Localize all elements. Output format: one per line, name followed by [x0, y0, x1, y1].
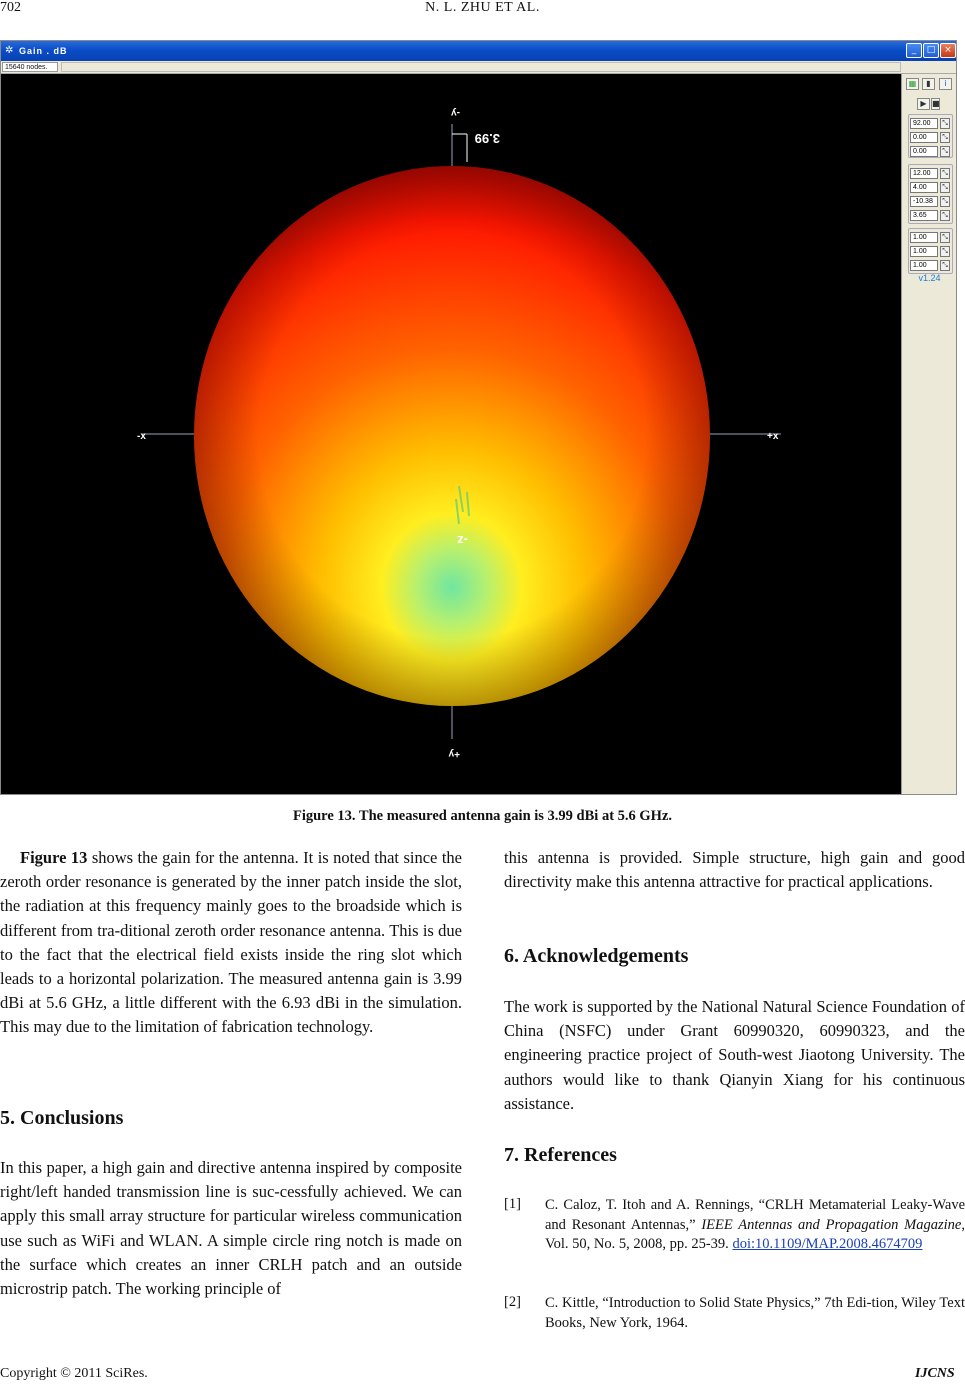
close-icon[interactable]: ×	[940, 43, 956, 58]
bottom-strip-green	[1, 794, 71, 795]
window-statusbar	[1, 61, 957, 74]
control-panel	[901, 74, 957, 794]
spin-view-2[interactable]: ⤡	[940, 132, 950, 143]
reference-1	[545, 1196, 965, 1255]
spin-range-1[interactable]: ⤡	[940, 168, 950, 179]
reference-1-details: , Vol. 50, No. 5, 2008, pp. 25-39.	[545, 1216, 965, 1252]
reference-1-authors-title: C. Caloz, T. Itoh and A. Rennings, “CRLH Metamaterial Leaky-Wave and Resonant Antennas,”	[545, 1197, 965, 1233]
figure-screenshot-window	[0, 40, 957, 795]
field-range-3[interactable]: -10.38	[910, 196, 938, 207]
paragraph-conclusions: In this paper, a high gain and directive antenna inspired by composite right/left handed transmission line is suc-cessfully achieved. We can apply this small array structure for particular wireless communication use such as WiFi and WLAN. A simple circle ring notch is made on the surface which creates an inner CRLH patch and an outside microstrip patch. The working principle of	[0, 1158, 462, 1299]
axis-label-plus-y: +y	[448, 748, 460, 759]
play-icon[interactable]: ▶	[917, 98, 930, 110]
spin-range-2[interactable]: ⤡	[940, 182, 950, 193]
field-scale-2[interactable]: 1.00	[910, 246, 938, 257]
minimize-icon[interactable]: _	[906, 43, 922, 58]
page-number: 702	[0, 0, 21, 15]
window-titlebar	[1, 41, 957, 61]
axis-label-minus-y: -y	[451, 107, 460, 118]
gain-sphere-shading	[194, 166, 710, 706]
reference-2: C. Kittle, “Introduction to Solid State Physics,” 7th Edi-tion, Wiley Text Books, New York, 1964.	[545, 1295, 965, 1331]
version-label: v1.24	[918, 273, 941, 283]
paragraph-continued: this antenna is provided. Simple structure, high gain and good directivity make this antenna attractive for practical applications.	[504, 848, 965, 892]
bars-icon[interactable]: ▮	[922, 78, 935, 90]
radiation-pattern-plot[interactable]	[1, 74, 901, 794]
axis-label-plus-x: +x	[767, 431, 779, 442]
figure-reference[interactable]: Figure 13	[20, 848, 88, 867]
spin-range-3[interactable]: ⤡	[940, 196, 950, 207]
footer-journal: IJCNS	[915, 1366, 955, 1381]
reference-number-1: [1]	[504, 1196, 521, 1212]
field-view-2[interactable]: 0.00	[910, 132, 938, 143]
stop-icon[interactable]: ■	[932, 99, 940, 108]
section-heading-acknowledgements: 6. Acknowledgements	[504, 945, 689, 967]
field-scale-1[interactable]: 1.00	[910, 232, 938, 243]
section-heading-conclusions: 5. Conclusions	[0, 1107, 124, 1129]
reference-1-journal: IEEE Antennas and Propagation Magazine	[701, 1216, 962, 1233]
footer-copyright: Copyright © 2011 SciRes.	[0, 1366, 148, 1381]
running-head: N. L. ZHU ET AL.	[425, 0, 540, 15]
field-view-1[interactable]: 92.00	[910, 118, 938, 129]
status-field-empty	[61, 62, 901, 72]
figure-caption: Figure 13. The measured antenna gain is 3.99 dBi at 5.6 GHz.	[292, 808, 673, 824]
node-count-status: 15640 nodes.	[2, 62, 58, 72]
paragraph-acknowledgements: The work is supported by the National Natural Science Foundation of China (NSFC) under Grant 60990320, 60990323, and the engineering practice project of South-west Jiaotong University. The authors would like to thank Qianyin Xiang for his continuous assistance.	[504, 997, 965, 1113]
bottom-strip	[1, 794, 957, 795]
app-gear-icon: ✲	[5, 45, 14, 56]
reference-number-2: [2]	[504, 1294, 521, 1310]
section-heading-references: 7. References	[504, 1144, 617, 1166]
field-view-3[interactable]: 0.00	[910, 146, 938, 157]
field-range-1[interactable]: 12.00	[910, 168, 938, 179]
field-scale-3[interactable]: 1.00	[910, 260, 938, 271]
reference-1-doi-link[interactable]: doi:10.1109/MAP.2008.4674709	[732, 1236, 923, 1252]
spin-scale-3[interactable]: ⤡	[940, 260, 950, 271]
radiation-pattern-svg	[1, 74, 901, 794]
paragraph-figure13-text: shows the gain for the antenna. It is noted that since the zeroth order resonance is generated by the inner patch inside the slot, the radiation at this frequency mainly goes to the broadside which is different from tra-ditional zeroth order resonance antenna. This is due to the fact that the electrical field exists inside the ring slot which leads to a horizontal polarization. The measured antenna gain is 3.99 dBi at 5.6 GHz, a little different with the 6.93 dBi in the simulation. This may due to the limitation of fabrication technology.	[0, 848, 462, 1037]
spin-view-3[interactable]: ⤡	[940, 146, 950, 157]
paragraph-figure13-discussion	[0, 846, 462, 1040]
field-range-4[interactable]: 3.65	[910, 210, 938, 221]
axis-label-minus-x: -x	[137, 431, 146, 442]
spin-range-4[interactable]: ⤡	[940, 210, 950, 221]
spin-scale-1[interactable]: ⤡	[940, 232, 950, 243]
spin-scale-2[interactable]: ⤡	[940, 246, 950, 257]
color-palette-icon[interactable]: ▦	[906, 78, 919, 90]
window-title: Gain . dB	[19, 46, 68, 56]
maximize-icon[interactable]: □	[923, 43, 939, 58]
spin-view-1[interactable]: ⤡	[940, 118, 950, 129]
field-range-2[interactable]: 4.00	[910, 182, 938, 193]
axis-label-minus-z: -z	[457, 533, 468, 548]
max-value-label: 3.99	[474, 131, 500, 146]
info-icon[interactable]: i	[939, 78, 952, 90]
